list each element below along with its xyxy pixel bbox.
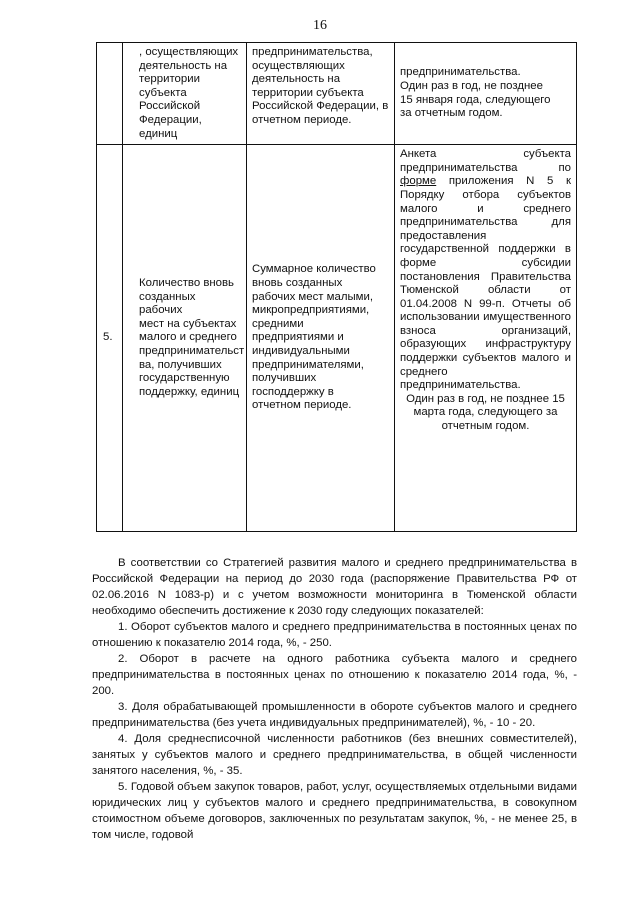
table-row [97,43,577,145]
paragraph: 1. Оборот субъектов малого и среднего предпринимательства в постоянных ценах по отношению к показателю 2014 года, %, - 250. [92,621,577,649]
indicator-source: предпринимательства. Один раз в год, не позднее 15 января года, следующего за отчетным годом. [400,66,551,120]
paragraph: В соответствии со Стратегией развития малого и среднего предпринимательства в Российской Федерации на период до 2030 года (распоряжение Правительства РФ от 02.06.2016 N 1083-р) и с учетом возможности мониторинга в Тюменской области необходимо обеспечить достижение к 2030 году следующих показателей: [92,557,577,617]
paragraph: 3. Доля обрабатывающей промышленности в обороте субъектов малого и среднего предпринимательства (без учета индивидуальных предпринимателей), %, - 10 - 20. [92,701,577,729]
body-text [92,555,577,843]
row-number: 5. [97,145,123,532]
indicator-deadline: Один раз в год, не позднее 15 марта года, следующего за отчетным годом. [406,392,565,433]
indicators-table [96,42,577,532]
indicator-description: Суммарное количество вновь созданных рабочих мест малыми, микропредприятиями, средними предприятиями и индивидуальными предпринимателями, получивших господдержку в отчетном периоде. [252,263,376,412]
indicator-description: предпринимательства, осуществляющих деятельность на территории субъекта Российской Федерации, в отчетном периоде. [252,46,389,126]
table-row [97,145,577,532]
indicator-name: Количество вновь созданных рабочих мест на субъектах малого и среднего предпринимательст ва, получивших государственную поддержку, единиц [139,276,245,398]
indicator-name: , осуществляющих деятельность на территории субъекта Российской Федерации, единиц [139,46,239,140]
paragraph: 5. Годовой объем закупок товаров, работ, услуг, осуществляемых отдельными видами юридических лиц у субъектов малого и среднего предпринимательства, в совокупном стоимостном объеме договоров, заключенных по результатам закупок, %, - не менее 25, в том числе, годовой [92,781,577,841]
row-number [97,43,123,145]
page-number: 16 [313,18,327,33]
indicator-source: Анкета субъекта предпринимательства по форме приложения N 5 к Порядку отбора субъектов малого и среднего предпринимательства для предоставления государственной поддержки в форме субсидии постановления Правительства Тюменской области от 01.04.2008 N 99-п. Отчеты об использовании имущественного взноса организаций, образующих инфраструктуру поддержки субъектов малого и среднего предпринимательства. [400,148,571,392]
form-link[interactable]: форме [400,175,437,188]
paragraph: 4. Доля среднесписочной численности работников (без внешних совместителей), занятых у субъектов малого и среднего предпринимательства, в общей численности занятого населения, %, - 35. [92,733,577,777]
paragraph: 2. Оборот в расчете на одного работника субъекта малого и среднего предпринимательства в постоянных ценах по отношению к показателю 2014 года, %, - 200. [92,653,577,697]
